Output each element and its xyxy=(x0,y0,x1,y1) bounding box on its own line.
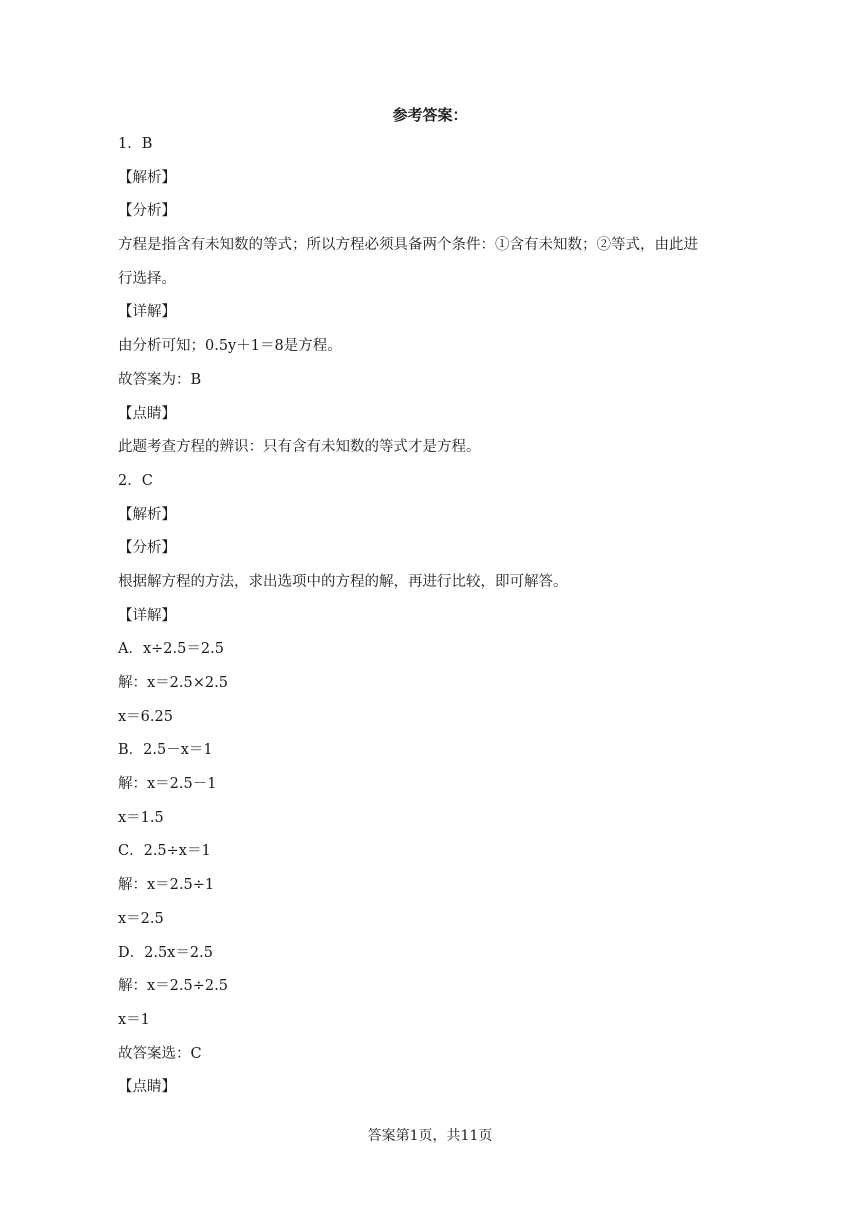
page-title: 参考答案： xyxy=(392,106,468,124)
section-heading: 【解析】 xyxy=(118,169,176,186)
section-heading: 【点睛】 xyxy=(118,1079,176,1096)
paragraph-line: 故答案为：B xyxy=(118,371,202,388)
question-number: 1．B xyxy=(118,136,153,152)
equation-line: x＝2.5 xyxy=(118,910,164,927)
section-heading: 【解析】 xyxy=(118,506,176,523)
equation-line: x＝1 xyxy=(118,1011,150,1028)
page-footer: 答案第1页，共11页 xyxy=(367,1128,493,1144)
equation-line: 解：x＝2.5×2.5 xyxy=(118,675,228,691)
equation-line: x＝6.25 xyxy=(118,708,173,725)
equation-line: 解：x＝2.5－1 xyxy=(118,776,217,793)
equation-line: 解：x＝2.5÷2.5 xyxy=(118,978,228,995)
section-heading: 【详解】 xyxy=(118,304,176,321)
equation-line: 解：x＝2.5÷1 xyxy=(118,877,215,894)
equation-line: B．2.5－x＝1 xyxy=(118,742,213,759)
section-heading: 【分析】 xyxy=(118,203,176,220)
paragraph-line: 方程是指含有未知数的等式；所以方程必须具备两个条件：①含有未知数；②等式，由此进 xyxy=(118,237,698,254)
paragraph-line: 行选择。 xyxy=(118,270,176,287)
section-heading: 【点睛】 xyxy=(118,405,176,422)
paragraph-line: 由分析可知；0.5y＋1＝8是方程。 xyxy=(118,338,342,355)
question-number: 2．C xyxy=(118,472,153,489)
section-heading: 【分析】 xyxy=(118,540,176,557)
answer-body xyxy=(118,133,748,1110)
section-heading: 【详解】 xyxy=(118,607,176,624)
paragraph-line: 此题考查方程的辨识：只有含有未知数的等式才是方程。 xyxy=(118,439,481,456)
equation-line: A．x÷2.5＝2.5 xyxy=(118,641,224,658)
paragraph-line: 根据解方程的方法，求出选项中的方程的解，再进行比较，即可解答。 xyxy=(118,573,568,590)
equation-line: C．2.5÷x＝1 xyxy=(118,843,211,860)
equation-line: D．2.5x＝2.5 xyxy=(118,944,213,961)
equation-line: x＝1.5 xyxy=(118,809,164,826)
paragraph-line: 故答案选：C xyxy=(118,1045,202,1062)
